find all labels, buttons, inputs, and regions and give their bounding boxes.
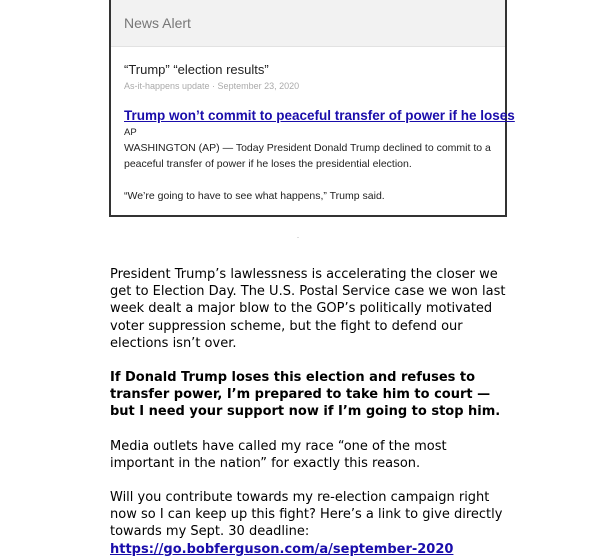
alert-meta: As-it-happens update · September 23, 2020 [124,81,300,91]
alert-quote: “We’re going to have to see what happens,” Trump said. [124,190,385,202]
alert-headline-link[interactable]: Trump won’t commit to peaceful transfer of power if he loses [124,108,515,123]
news-alert-title: News Alert [124,15,191,31]
alert-source: AP [124,127,137,138]
alert-snippet: WASHINGTON (AP) — Today President Donald Trump declined to commit to a peaceful transfer of power if he loses the presidential election. [124,142,491,170]
news-alert-body [111,47,515,204]
email-paragraph-4-text: Will you contribute towards my re-election campaign right now so I can keep up this fight? Here’s a link to give directly towards my Sept. 30 deadline: [110,490,503,540]
alert-query: “Trump” “election results” [124,62,269,77]
email-paragraph-4 [110,489,510,558]
email-body [110,266,510,558]
email-paragraph-2: If Donald Trump loses this election and refuses to transfer power, I’m prepared to take him to court — but I need your support now if I’m going to stop him. [110,370,501,420]
news-alert-card [109,0,515,217]
email-paragraph-3: Media outlets have called my race “one of the most important in the nation” for exactly this reason. [110,438,447,471]
divider-mark [297,237,299,238]
email-paragraph-1: President Trump’s lawlessness is accelerating the closer we get to Election Day. The U.S. Postal Service case we won last week dealt a major blow to the GOP’s politically motivated voter suppression scheme, but the fight to defend our elections isn’t over. [110,267,506,351]
news-alert-header [111,0,505,47]
donation-link[interactable]: https://go.bobferguson.com/a/september-2020 [110,541,454,557]
